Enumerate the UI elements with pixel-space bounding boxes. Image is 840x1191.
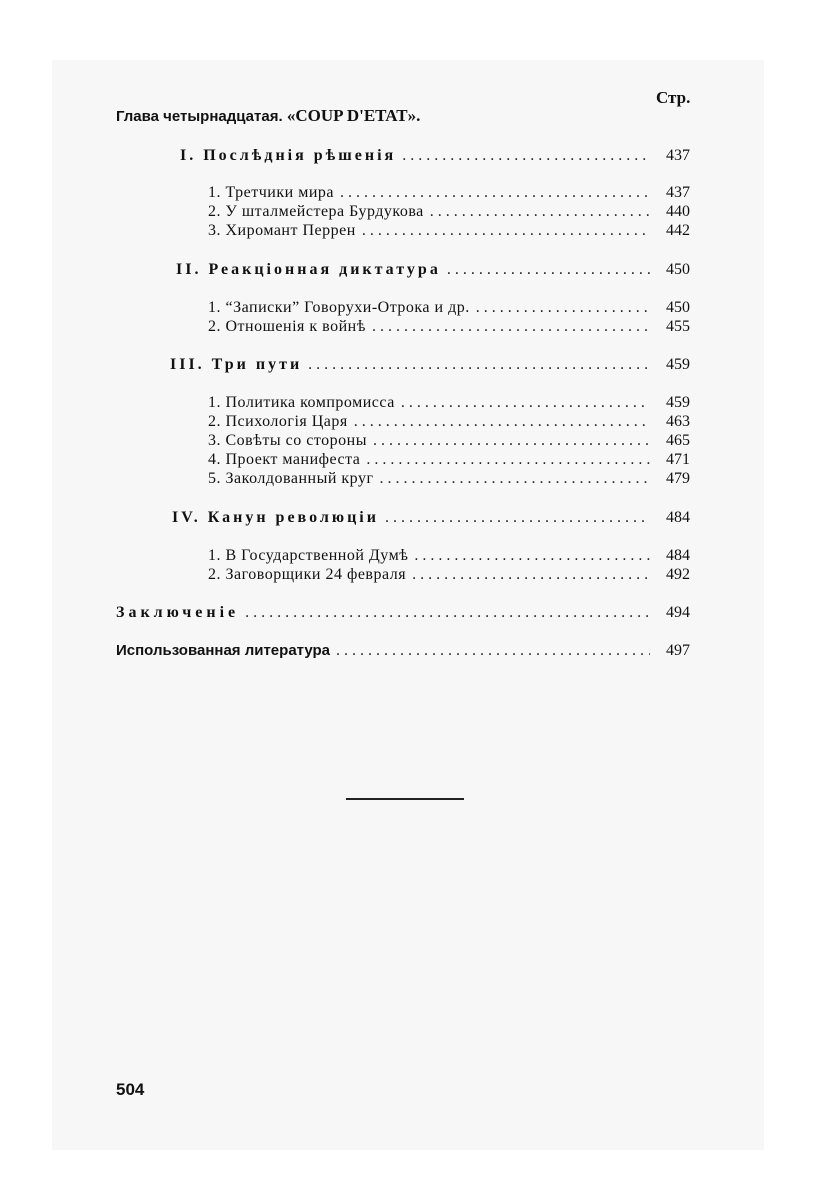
toc-page-number: 459 (666, 356, 690, 373)
dot-leader (401, 393, 650, 412)
chapter-heading (116, 106, 420, 126)
dot-leader (308, 355, 650, 374)
dot-leader (373, 431, 650, 450)
toc-section-label: II. Реакціонная диктатура (176, 261, 441, 278)
dot-leader (245, 603, 650, 622)
dot-leader (362, 221, 650, 240)
toc-entry-label: 1. Политика компромисса (208, 394, 395, 411)
toc-entry-label: 4. Проект манифеста (208, 451, 361, 468)
toc-entry (208, 393, 690, 412)
toc-entry (208, 202, 690, 221)
toc-entry (208, 221, 690, 240)
toc-entry (208, 469, 690, 488)
toc-page-number: 450 (666, 261, 690, 278)
dot-leader (336, 641, 650, 660)
toc-entry-label: 3. Совѣты со стороны (208, 432, 367, 449)
toc-section-2 (176, 260, 690, 279)
dot-leader (476, 298, 650, 317)
toc-page-number: 494 (666, 604, 690, 621)
dot-leader (340, 183, 650, 202)
chapter-title: «COUP D'ETAT». (286, 106, 421, 125)
toc-page-number: 459 (666, 394, 690, 411)
toc-entry (208, 412, 690, 431)
dot-leader (380, 469, 651, 488)
toc-literature (116, 641, 690, 660)
toc-entry-label: 2. Отношенія к войнѣ (208, 318, 366, 335)
toc-section-label: III. Три пути (170, 356, 303, 373)
toc-entry (208, 183, 690, 202)
toc-page-number: 484 (666, 547, 690, 564)
toc-entry-label: 2. У шталмейстера Бурдукова (208, 203, 424, 220)
toc-page-number: 497 (666, 642, 690, 659)
page-column-header: Стр. (656, 88, 691, 107)
toc-entry-label: 2. Психологія Царя (208, 413, 348, 430)
toc-page-number: 471 (666, 451, 690, 468)
toc-entry-label: 2. Заговорщики 24 февраля (208, 566, 407, 583)
toc-page-number: 479 (666, 470, 690, 487)
toc-section-label: I. Послѣднія рѣшенія (180, 147, 397, 164)
toc-page-number: 465 (666, 432, 690, 449)
toc-entry-label: 1. Третчики мира (208, 184, 334, 201)
toc-page-number: 437 (666, 184, 690, 201)
dot-leader (366, 450, 650, 469)
dot-leader (354, 412, 650, 431)
toc-page-number: 463 (666, 413, 690, 430)
dot-leader (402, 146, 650, 165)
toc-entry-label: 1. В Государственной Думѣ (208, 547, 409, 564)
chapter-prefix: Глава четырнадцатая. (116, 108, 283, 125)
toc-entry (208, 546, 690, 565)
toc-page-number: 437 (666, 147, 690, 164)
dot-leader (447, 260, 650, 279)
dot-leader (414, 546, 650, 565)
toc-entry-label: 3. Хиромант Перрен (208, 222, 356, 239)
toc-entry (208, 450, 690, 469)
page-folio: 504 (116, 1080, 145, 1099)
toc-conclusion (116, 603, 690, 622)
toc-page-number: 450 (666, 299, 690, 316)
toc-page-number: 442 (666, 222, 690, 239)
toc-section-4 (172, 508, 690, 527)
dot-leader (430, 202, 650, 221)
dot-leader (385, 508, 650, 527)
decorative-rule (346, 798, 464, 800)
toc-page-number: 484 (666, 509, 690, 526)
toc-page-number: 440 (666, 203, 690, 220)
toc-entry-label: 5. Заколдованный круг (208, 470, 374, 487)
toc-page-number: 455 (666, 318, 690, 335)
toc-entry-label: 1. “Записки” Говорухи-Отрока и др. (208, 299, 470, 316)
dot-leader (412, 565, 650, 584)
toc-entry (208, 565, 690, 584)
toc-section-label: IV. Канун революціи (172, 509, 379, 526)
toc-section-1 (180, 146, 690, 165)
toc-entry (208, 298, 690, 317)
toc-conclusion-label: Заключеніе (116, 604, 240, 621)
toc-entry (208, 317, 690, 336)
toc-entry (208, 431, 690, 450)
toc-literature-label: Использованная литература (116, 642, 331, 659)
toc-page-number: 492 (666, 566, 690, 583)
dot-leader (372, 317, 650, 336)
toc-section-3 (170, 355, 690, 374)
